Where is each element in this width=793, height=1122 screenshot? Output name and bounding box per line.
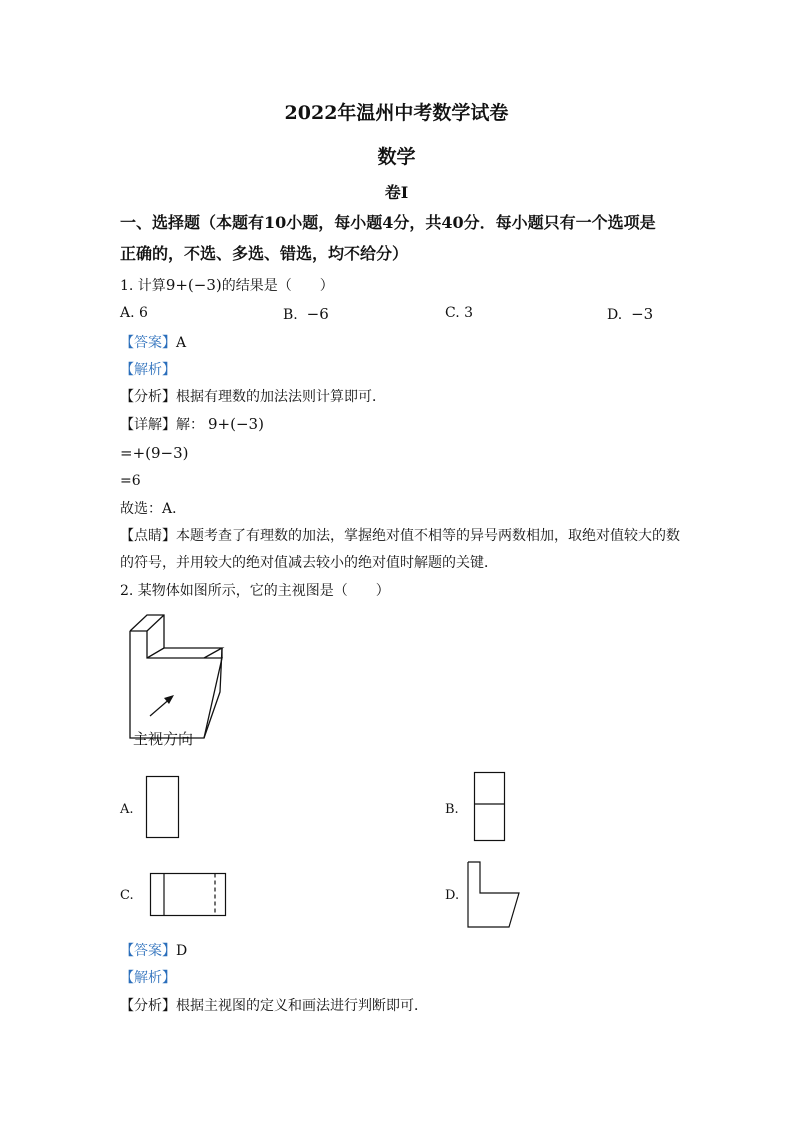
q1-answer bbox=[120, 332, 186, 352]
q1-fenxi-tag: 【分析】 bbox=[120, 389, 176, 405]
q1-step3: =6 bbox=[120, 473, 141, 489]
q1-stem-prefix: 1. 计算 bbox=[120, 278, 166, 294]
q2-option-c-label: C. bbox=[120, 888, 134, 903]
q2-option-b-label: B. bbox=[445, 802, 459, 817]
q1-option-d-math: −3 bbox=[631, 305, 654, 323]
q2-analysis-tag: 【解析】 bbox=[120, 970, 176, 986]
q2-fenxi-tag: 【分析】 bbox=[120, 998, 176, 1014]
q2-figure-caption: 主视方向 bbox=[133, 730, 194, 748]
section-heading-line1: 一、选择题（本题有10小题，每小题4分，共40分．每小题只有一个选项是 bbox=[120, 213, 656, 232]
section-heading-line2: 正确的，不选、多选、错选，均不给分） bbox=[120, 244, 409, 263]
q1-fenxi-text: 根据有理数的加法法则计算即可． bbox=[176, 389, 386, 405]
q1-xiangjie-prefix: 解： bbox=[176, 417, 204, 433]
q2-option-d-figure[interactable] bbox=[467, 861, 523, 929]
q2-object-figure bbox=[120, 610, 240, 740]
q1-stem bbox=[120, 275, 334, 295]
exam-title: 2022年温州中考数学试卷 bbox=[284, 102, 509, 124]
volume-title: 卷Ⅰ bbox=[384, 183, 409, 202]
q1-option-b bbox=[283, 305, 329, 323]
q2-fenxi bbox=[120, 995, 428, 1015]
q1-option-b-math: −6 bbox=[306, 305, 329, 323]
q1-option-d bbox=[607, 305, 653, 323]
q1-dianjing-line2: 的符号，并用较大的绝对值减去较小的绝对值时解题的关键． bbox=[120, 555, 498, 571]
q1-analysis-tag: 【解析】 bbox=[120, 362, 176, 378]
q1-option-d-label: D. bbox=[607, 307, 623, 323]
q2-option-a-label: A. bbox=[120, 802, 134, 817]
q1-stem-expr: 9+(−3) bbox=[165, 276, 222, 294]
q1-dianjing-line1 bbox=[120, 525, 680, 545]
q1-fenxi bbox=[120, 386, 386, 406]
q1-xiangjie-expr: 9+(−3) bbox=[208, 415, 264, 433]
q1-dianjing-tag: 【点睛】 bbox=[120, 528, 176, 544]
q2-stem: 2. 某物体如图所示，它的主视图是（ ） bbox=[120, 583, 390, 599]
q2-option-c-figure[interactable] bbox=[150, 873, 228, 917]
q2-answer-value: D bbox=[176, 943, 188, 959]
q1-step2: =+(9−3) bbox=[120, 444, 189, 462]
q2-fenxi-text: 根据主视图的定义和画法进行判断即可． bbox=[176, 998, 428, 1014]
q1-answer-value: A bbox=[176, 335, 187, 351]
q1-choose: 故选：A． bbox=[120, 501, 187, 517]
q1-stem-suffix: 的结果是（ ） bbox=[221, 278, 334, 294]
q2-answer bbox=[120, 940, 187, 960]
q1-dianjing-text1: 本题考查了有理数的加法，掌握绝对值不相等的异号两数相加，取绝对值较大的数 bbox=[176, 528, 680, 544]
subject-title: 数学 bbox=[377, 146, 416, 168]
q1-option-c: C. 3 bbox=[445, 305, 474, 321]
q2-option-b-figure[interactable] bbox=[474, 772, 506, 842]
q2-answer-tag: 【答案】 bbox=[120, 943, 176, 959]
q1-option-a: A. 6 bbox=[120, 305, 148, 321]
q1-answer-tag: 【答案】 bbox=[120, 335, 176, 351]
q2-option-a-figure[interactable] bbox=[146, 776, 180, 838]
q1-option-b-label: B. bbox=[283, 307, 298, 323]
q2-option-d-label: D. bbox=[445, 888, 460, 903]
q1-xiangjie-tag: 【详解】 bbox=[120, 417, 176, 433]
q1-xiangjie bbox=[120, 414, 264, 434]
